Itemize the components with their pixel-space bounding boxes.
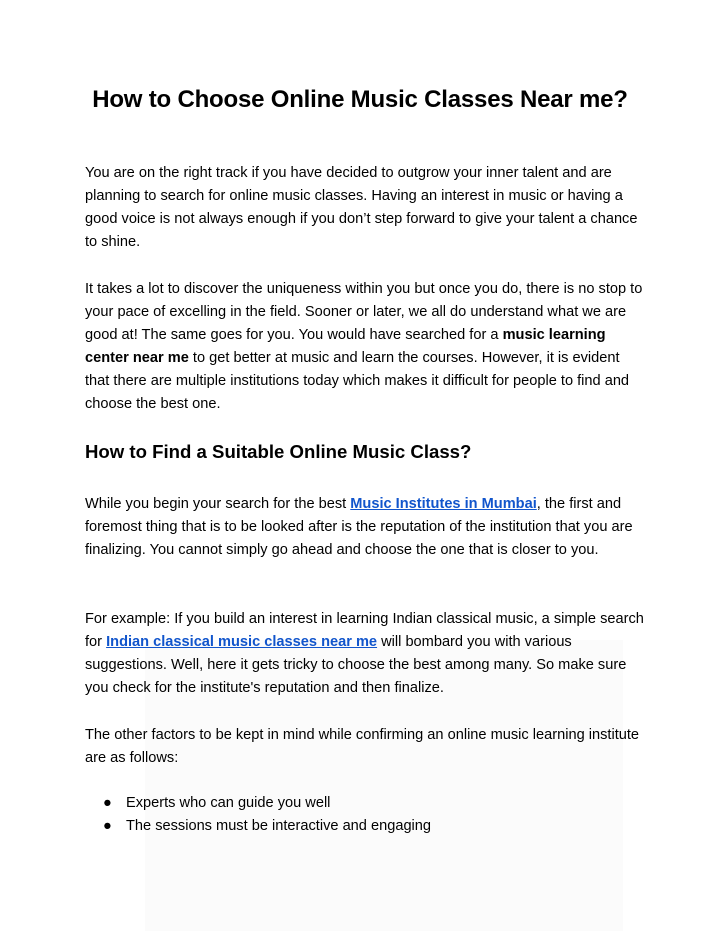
- list-item-text: Experts who can guide you well: [126, 795, 331, 811]
- music-institutes-link[interactable]: Music Institutes in Mumbai: [350, 496, 537, 512]
- list-item: [85, 792, 645, 815]
- bold-phrase: music learning center near me: [85, 327, 606, 366]
- page-title: How to Choose Online Music Classes Near me?: [92, 86, 628, 113]
- paragraph-text: While you begin your search for the best: [85, 496, 351, 512]
- paragraph-search: [85, 493, 645, 562]
- section-heading: How to Find a Suitable Online Music Class?: [85, 441, 472, 462]
- factors-list: [85, 792, 645, 838]
- paragraph-text: It takes a lot to discover the uniqueness within you but once you do, there is no stop to your pace of excelling in the field. Sooner or later, we all do understand what we are good at! The same goes for you. You would have searched for a: [85, 281, 643, 343]
- list-item-text: The sessions must be interactive and engaging: [126, 818, 432, 834]
- indian-classical-link[interactable]: Indian classical music classes near me: [106, 634, 378, 650]
- bullet-icon: ●: [103, 818, 112, 834]
- paragraph-text: , the first and foremost thing that is to be looked after is the reputation of the institution that you are finalizing. You cannot simply go ahead and choose the one that is closer to you.: [85, 496, 633, 558]
- bullet-icon: ●: [103, 795, 112, 811]
- paragraph-text: to get better at music and learn the courses. However, it is evident that there are multiple institutions today which makes it difficult for people to find and choose the best one.: [85, 350, 630, 412]
- list-item: [85, 815, 645, 838]
- paragraph-intro: You are on the right track if you have decided to outgrow your inner talent and are planning to search for online music classes. Having an interest in music or having a good voice is not always enough if you don’t step forward to give your talent a chance to shine.: [85, 165, 638, 250]
- paragraph-text: For example: If you build an interest in learning Indian classical music, a simple search for: [85, 611, 644, 650]
- paragraph-uniqueness: [85, 278, 645, 416]
- paragraph-text: will bombard you with various suggestions. Well, here it gets tricky to choose the best among many. So make sure you check for the institute's reputation and then finalize.: [85, 634, 627, 696]
- paragraph-factors: The other factors to be kept in mind while confirming an online music learning institute are as follows:: [85, 727, 640, 766]
- paragraph-example: [85, 608, 645, 700]
